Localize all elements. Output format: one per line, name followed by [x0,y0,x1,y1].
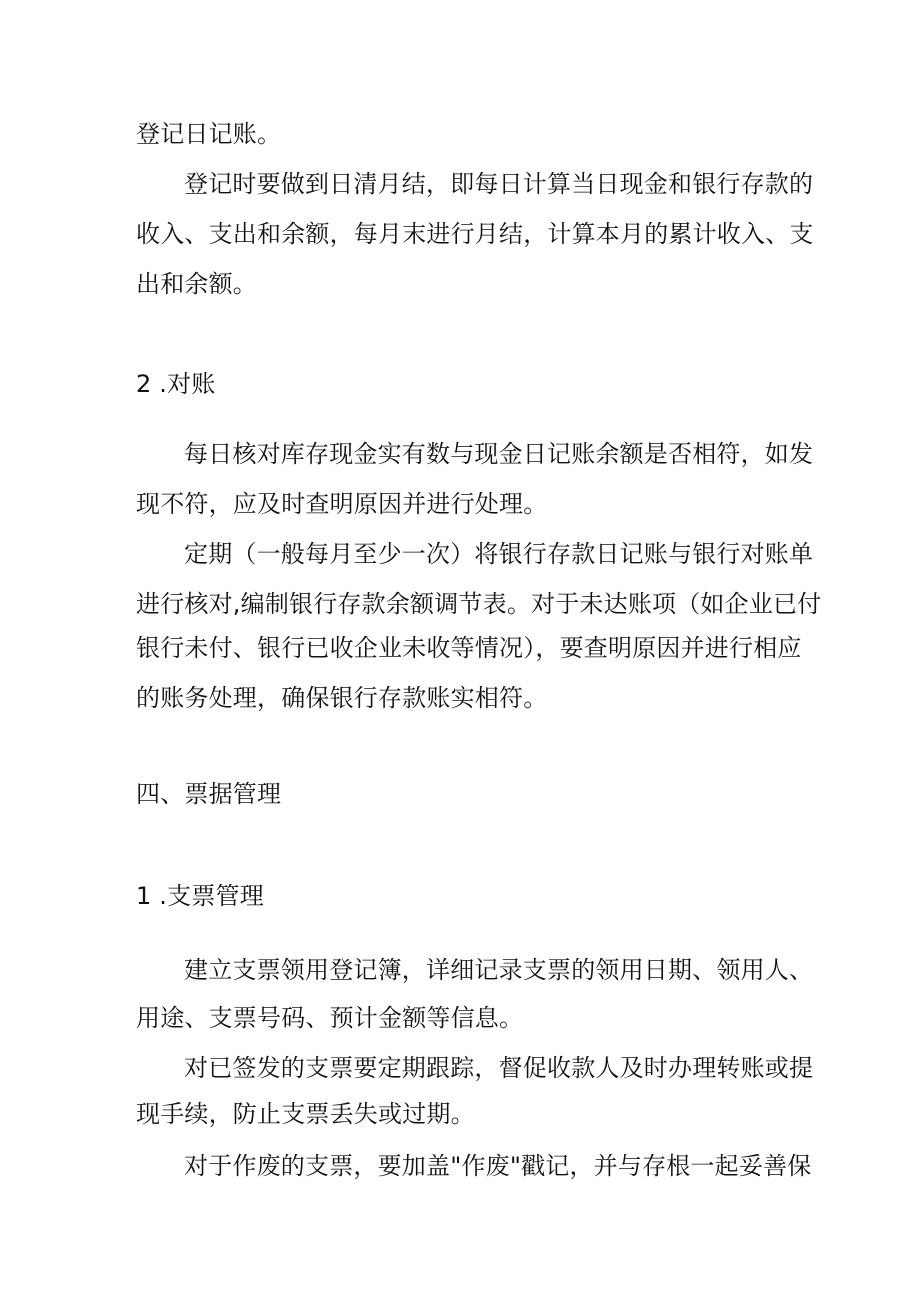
paragraph-line: 收入、支出和余额，每月末进行月结，计算本月的累计收入、支 [136,220,814,248]
chapter-heading: 四、票据管理 [136,780,282,808]
paragraph-line: 现不符，应及时查明原因并进行处理。 [136,490,548,518]
paragraph-line: 定期（一般每月至少一次）将银行存款日记账与银行对账单 [184,540,814,568]
paragraph-line: 用途、支票号码、预计金额等信息。 [136,1004,524,1032]
paragraph-line: 进行核对,编制银行存款余额调节表。对于未达账项（如企业已付 [136,590,822,618]
paragraph-line: 出和余额。 [136,270,257,298]
paragraph-line: 登记时要做到日清月结，即每日计算当日现金和银行存款的 [184,170,814,198]
paragraph-line: 登记日记账。 [136,120,282,148]
paragraph-line: 的账务处理，确保银行存款账实相符。 [136,684,548,712]
paragraph-line: 建立支票领用登记簿，详细记录支票的领用日期、领用人、 [184,956,814,984]
section-heading: 2 .对账 [136,370,216,398]
paragraph-line: 现手续，防止支票丢失或过期。 [136,1100,475,1128]
section-heading: 1 .支票管理 [136,882,264,910]
paragraph-line: 每日核对库存现金实有数与现金日记账余额是否相符，如发 [184,440,814,468]
paragraph-line: 对已签发的支票要定期跟踪，督促收款人及时办理转账或提 [184,1054,814,1082]
paragraph-line: 银行未付、银行已收企业未收等情况），要查明原因并进行相应 [136,634,802,662]
paragraph-line: 对于作废的支票，要加盖"作废"戳记，并与存根一起妥善保 [184,1152,812,1180]
